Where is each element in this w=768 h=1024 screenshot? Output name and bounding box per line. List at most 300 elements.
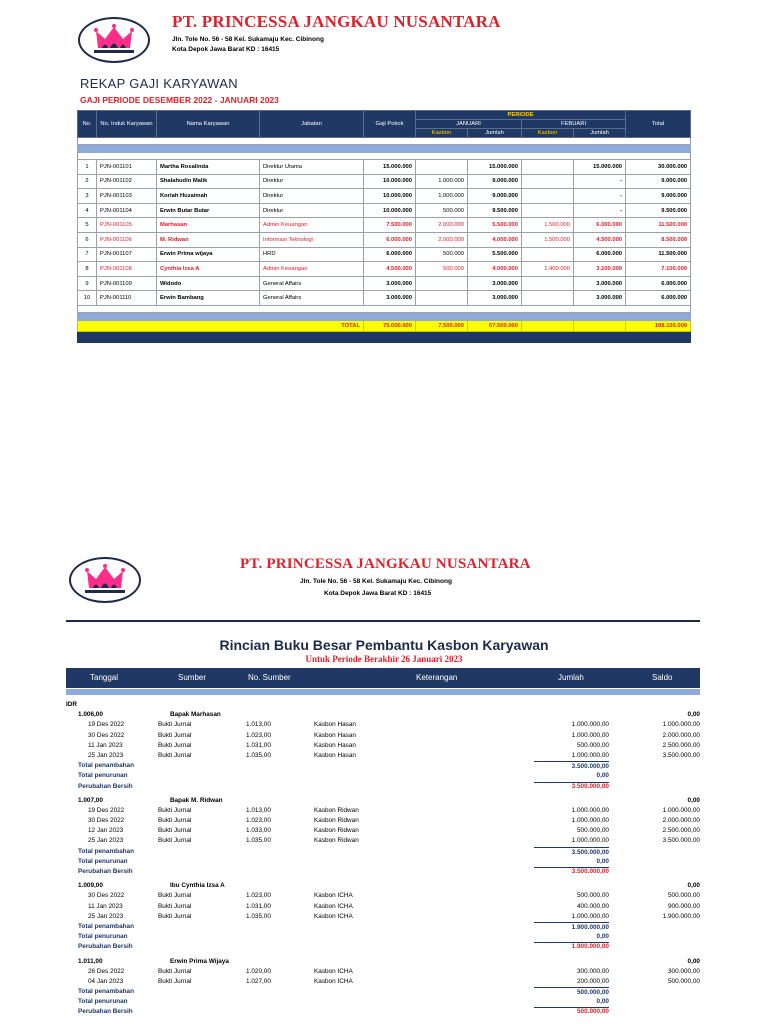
cell-jabatan: General Affairs: [260, 276, 364, 291]
entry-number: 1.013,00: [246, 806, 271, 814]
company-address-2-line-2: Kota Depok Jawa Barat KD : 16415: [324, 590, 432, 597]
entry-source: Bukti Jurnal: [158, 892, 192, 900]
rekap-title: REKAP GAJI KARYAWAN: [80, 76, 238, 91]
header-gaji-pokok: Gaji Pokok: [364, 111, 416, 138]
cell-gaji: 3.000.000: [364, 276, 416, 291]
entry-date: 11 Jan 2023: [88, 741, 123, 749]
company-logo-2: [69, 557, 141, 603]
account-header: [66, 796, 700, 806]
entry-description: Kasbon Ridwan: [314, 817, 359, 825]
cell-total: 11.500.000: [626, 218, 691, 233]
ledger-entry: [66, 836, 700, 846]
account-opening-balance: 0,00: [687, 957, 700, 965]
entry-number: 1.033,00: [246, 827, 271, 835]
entry-number: 1.023,00: [246, 817, 271, 825]
ledger-title: Rincian Buku Besar Pembantu Kasbon Karyawan: [219, 637, 549, 653]
total-jan-kasbon: 7.500.000: [416, 320, 468, 331]
col-no-sumber: No. Sumber: [248, 673, 291, 682]
total-penambahan-value: 1.900.000,00: [534, 922, 609, 933]
cell-nama: Koriah Huzaimah: [157, 189, 260, 204]
total-penurunan-value: 0,00: [534, 997, 609, 1008]
col-keterangan: Keterangan: [416, 673, 458, 682]
total-row: [78, 320, 691, 331]
entry-balance: 2.000.000,00: [662, 817, 700, 825]
cell-jan-k: [416, 291, 468, 306]
cell-feb-k: [522, 189, 574, 204]
company-address-line-2: Kota Depok Jawa Barat KD : 16415: [172, 46, 280, 53]
salary-rows: [78, 160, 691, 306]
header-feb-kasbon: Kasbon: [522, 129, 574, 138]
cell-nik: PJN-001101: [97, 160, 157, 175]
entry-source: Bukti Jurnal: [158, 977, 192, 985]
perubahan-bersih-row: [66, 942, 700, 952]
cell-jabatan: Direktur: [260, 189, 364, 204]
cell-feb-j: 3.000.000: [574, 276, 626, 291]
ledger-entry: [66, 826, 700, 836]
header-jabatan: Jabatan: [260, 111, 364, 138]
cell-nama: M. Ridwan: [157, 232, 260, 247]
ledger-subtitle: Untuk Periode Berakhir 26 Januari 2023: [305, 654, 463, 664]
cell-nik: PJN-001104: [97, 203, 157, 218]
entry-balance: 3.500.000,00: [662, 837, 700, 845]
header-januari: JANUARI: [416, 120, 522, 129]
cell-jan-j: 15.000.000: [468, 160, 522, 175]
cell-feb-j: -: [574, 203, 626, 218]
perubahan-bersih-label: Perubahan Bersih: [78, 943, 133, 951]
company-address-line-1: Jln. Tole No. 56 - 58 Kel. Sukamaju Kec. Cibinong: [172, 36, 324, 43]
entry-date: 30 Des 2022: [88, 892, 125, 900]
cell-jan-k: [416, 160, 468, 175]
header-jan-jumlah: Jumlah: [468, 129, 522, 138]
table-row: [78, 247, 691, 262]
perubahan-bersih-value: 500.000,00: [577, 1008, 609, 1016]
entry-balance: 3.500.000,00: [662, 751, 700, 759]
total-penurunan-label: Total penurunan: [78, 933, 128, 941]
entry-number: 1.035,00: [246, 751, 271, 759]
entry-amount: 500.000,00: [577, 741, 609, 749]
entry-balance: 1.900.000,00: [662, 912, 700, 920]
entry-source: Bukti Jurnal: [158, 817, 192, 825]
account-code: 1.011,00: [78, 957, 103, 965]
entry-description: Kasbon Ridwan: [314, 806, 359, 814]
account-name: Ibu Cynthia Izsa A: [170, 882, 225, 890]
cell-no: 2: [78, 174, 97, 189]
table-row: [78, 276, 691, 291]
header-jan-kasbon: Kasbon: [416, 129, 468, 138]
entry-description: Kasbon ICHA: [314, 892, 353, 900]
cell-feb-k: [522, 174, 574, 189]
account-header: [66, 881, 700, 891]
cell-feb-j: 3.000.000: [574, 291, 626, 306]
currency-row: [66, 700, 700, 710]
entry-description: Kasbon ICHA: [314, 977, 353, 985]
header-februari: FEBUARI: [522, 120, 626, 129]
perubahan-bersih-row: [66, 782, 700, 792]
cell-nama: Widodo: [157, 276, 260, 291]
entry-source: Bukti Jurnal: [158, 967, 192, 975]
total-penurunan-row: [66, 997, 700, 1007]
cell-nama: Erwin Butar Butar: [157, 203, 260, 218]
total-penambahan-row: [66, 761, 700, 771]
total-penambahan-label: Total penambahan: [78, 922, 134, 930]
cell-gaji: 4.500.000: [364, 262, 416, 277]
entry-number: 1.035,00: [246, 837, 271, 845]
total-penambahan-label: Total penambahan: [78, 762, 134, 770]
total-penambahan-row: [66, 847, 700, 857]
cell-total: 9.500.000: [626, 203, 691, 218]
cell-jan-j: 3.000.000: [468, 276, 522, 291]
cell-feb-k: [522, 160, 574, 175]
cell-nik: PJN-001107: [97, 247, 157, 262]
entry-amount: 1.000.000,00: [571, 731, 609, 739]
cell-jabatan: Direktur: [260, 174, 364, 189]
cell-nama: Erwin Prima wijaya: [157, 247, 260, 262]
company-logo: [78, 17, 150, 63]
total-penambahan-value: 3.500.000,00: [534, 761, 609, 772]
account-code: 1.007,00: [78, 796, 103, 804]
cell-nama: Cynthia Izsa A: [157, 262, 260, 277]
perubahan-bersih-label: Perubahan Bersih: [78, 782, 133, 790]
cell-jabatan: Direktur: [260, 203, 364, 218]
entry-description: Kasbon ICHA: [314, 967, 353, 975]
ledger-entry: [66, 741, 700, 751]
account-name: Bapak M. Ridwan: [170, 796, 223, 804]
cell-nama: Erwin Bambang: [157, 291, 260, 306]
cell-gaji: 3.000.000: [364, 291, 416, 306]
header-feb-jumlah: Jumlah: [574, 129, 626, 138]
entry-description: Kasbon Hasan: [314, 741, 356, 749]
entry-source: Bukti Jurnal: [158, 837, 192, 845]
col-tanggal: Tanggal: [90, 673, 119, 682]
perubahan-bersih-label: Perubahan Bersih: [78, 1008, 133, 1016]
entry-amount: 1.000.000,00: [571, 721, 609, 729]
col-jumlah: Jumlah: [558, 673, 584, 682]
cell-gaji: 15.000.000: [364, 160, 416, 175]
cell-gaji: 10.000.000: [364, 174, 416, 189]
header-no: No.: [78, 111, 97, 138]
cell-jan-k: 1.000.000: [416, 189, 468, 204]
entry-number: 1.031,00: [246, 902, 271, 910]
table-row: [78, 160, 691, 175]
table-row: [78, 174, 691, 189]
cell-jan-j: 4.000.000: [468, 262, 522, 277]
crown-logo-icon: [80, 19, 148, 61]
total-penurunan-row: [66, 932, 700, 942]
total-penambahan-label: Total penambahan: [78, 847, 134, 855]
ledger-header: [66, 668, 700, 688]
cell-feb-j: 15.000.000: [574, 160, 626, 175]
entry-source: Bukti Jurnal: [158, 912, 192, 920]
company-name-2: PT. PRINCESSA JANGKAU NUSANTARA: [240, 556, 531, 572]
cell-jabatan: HRD: [260, 247, 364, 262]
entry-source: Bukti Jurnal: [158, 751, 192, 759]
cell-jabatan: Informasi Teknologi: [260, 232, 364, 247]
entry-amount: 1.000.000,00: [571, 912, 609, 920]
rekap-period: GAJI PERIODE DESEMBER 2022 - JANUARI 2023: [80, 95, 279, 105]
cell-jan-k: 500.000: [416, 203, 468, 218]
entry-balance: 1.000.000,00: [662, 721, 700, 729]
entry-amount: 1.000.000,00: [571, 837, 609, 845]
table-row: [78, 203, 691, 218]
cell-nik: PJN-001108: [97, 262, 157, 277]
cell-nik: PJN-001105: [97, 218, 157, 233]
account-code: 1.009,00: [78, 882, 103, 890]
entry-date: 19 Des 2022: [88, 721, 125, 729]
crown-logo-icon: [71, 559, 139, 601]
entry-balance: 500.000,00: [668, 977, 700, 985]
cell-total: 11.500.000: [626, 247, 691, 262]
cell-feb-k: 1.500.000: [522, 232, 574, 247]
cell-gaji: 6.000.000: [364, 232, 416, 247]
col-saldo: Saldo: [652, 673, 673, 682]
entry-description: Kasbon Hasan: [314, 731, 356, 739]
account-header: [66, 957, 700, 967]
cell-jan-j: 5.500.000: [468, 218, 522, 233]
entry-balance: 900.000,00: [668, 902, 700, 910]
entry-source: Bukti Jurnal: [158, 721, 192, 729]
header-nama: Nama Karyawan: [157, 111, 260, 138]
cell-jabatan: General Affairs: [260, 291, 364, 306]
cell-feb-k: [522, 247, 574, 262]
cell-nik: PJN-001103: [97, 189, 157, 204]
cell-jabatan: Direktur Utama: [260, 160, 364, 175]
table-header-row-1: [78, 111, 691, 120]
cell-nik: PJN-001102: [97, 174, 157, 189]
ledger-entry: [66, 891, 700, 901]
cell-gaji: 10.000.000: [364, 189, 416, 204]
cell-total: 9.000.000: [626, 189, 691, 204]
total-penambahan-label: Total penambahan: [78, 988, 134, 996]
cell-no: 5: [78, 218, 97, 233]
table-row: [78, 218, 691, 233]
entry-number: 1.027,00: [246, 977, 271, 985]
header-nik: No. Induk Karyawan: [97, 111, 157, 138]
total-penurunan-row: [66, 857, 700, 867]
cell-feb-j: 6.000.000: [574, 247, 626, 262]
entry-description: Kasbon Hasan: [314, 721, 356, 729]
entry-amount: 500.000,00: [577, 892, 609, 900]
entry-source: Bukti Jurnal: [158, 741, 192, 749]
cell-feb-k: [522, 203, 574, 218]
cell-feb-k: 1.400.000: [522, 262, 574, 277]
entry-date: 25 Jan 2023: [88, 837, 124, 845]
perubahan-bersih-value: 3.500.000,00: [571, 782, 609, 790]
total-gaji: 75.000.000: [364, 320, 416, 331]
total-penambahan-value: 3.500.000,00: [534, 847, 609, 858]
entry-source: Bukti Jurnal: [158, 827, 192, 835]
total-penurunan-value: 0,00: [534, 857, 609, 868]
cell-feb-j: 3.100.000: [574, 262, 626, 277]
cell-gaji: 7.500.000: [364, 218, 416, 233]
entry-number: 1.020,00: [246, 967, 271, 975]
cell-no: 7: [78, 247, 97, 262]
entry-number: 1.035,00: [246, 912, 271, 920]
entry-number: 1.023,00: [246, 892, 271, 900]
total-penurunan-value: 0,00: [534, 771, 609, 782]
ledger-header-band: [66, 689, 700, 695]
cell-nama: Marhasan: [157, 218, 260, 233]
cell-feb-k: [522, 291, 574, 306]
header-total: Total: [626, 111, 691, 138]
cell-nama: Shalahudin Malik: [157, 174, 260, 189]
ledger-entry: [66, 806, 700, 816]
entry-amount: 1.000.000,00: [571, 806, 609, 814]
company-name: PT. PRINCESSA JANGKAU NUSANTARA: [172, 12, 501, 31]
cell-jan-k: 2.000.000: [416, 218, 468, 233]
cell-jan-j: 5.500.000: [468, 247, 522, 262]
table-row: [78, 232, 691, 247]
cell-total: 6.000.000: [626, 276, 691, 291]
account-opening-balance: 0,00: [687, 882, 700, 890]
total-penurunan-row: [66, 771, 700, 781]
account-opening-balance: 0,00: [687, 711, 700, 719]
entry-date: 12 Jan 2023: [88, 827, 124, 835]
perubahan-bersih-row: [66, 867, 700, 877]
cell-jan-j: 3.000.000: [468, 291, 522, 306]
cell-nama: Martha Rosalinda: [157, 160, 260, 175]
entry-date: 25 Jan 2023: [88, 912, 124, 920]
entry-date: 04 Jan 2023: [88, 977, 124, 985]
entry-description: Kasbon ICHA: [314, 902, 353, 910]
perubahan-bersih-value: 3.500.000,00: [571, 868, 609, 875]
cell-gaji: 6.000.000: [364, 247, 416, 262]
col-sumber: Sumber: [178, 673, 207, 682]
cell-feb-j: 6.000.000: [574, 218, 626, 233]
cell-no: 9: [78, 276, 97, 291]
cell-jan-k: 2.000.000: [416, 232, 468, 247]
cell-no: 1: [78, 160, 97, 175]
cell-jabatan: Admin Keuangan: [260, 262, 364, 277]
cell-feb-k: [522, 276, 574, 291]
entry-description: Kasbon Ridwan: [314, 837, 359, 845]
ledger-body: [66, 700, 700, 1022]
entry-amount: 300.000,00: [577, 967, 609, 975]
cell-jabatan: Admin Keuangan: [260, 218, 364, 233]
entry-date: 30 Des 2022: [88, 731, 125, 739]
entry-balance: 500.000,00: [668, 892, 700, 900]
account-opening-balance: 0,00: [687, 796, 700, 804]
cell-nik: PJN-001106: [97, 232, 157, 247]
ledger-entry: [66, 977, 700, 987]
cell-feb-j: -: [574, 189, 626, 204]
cell-jan-k: 1.000.000: [416, 174, 468, 189]
total-penambahan-row: [66, 987, 700, 997]
entry-amount: 400.000,00: [577, 902, 609, 910]
total-label: TOTAL: [78, 320, 364, 331]
entry-amount: 200.000,00: [577, 977, 609, 985]
table-row: [78, 291, 691, 306]
ledger-entry: [66, 720, 700, 730]
perubahan-bersih-label: Perubahan Bersih: [78, 868, 133, 875]
cell-total: 6.000.000: [626, 291, 691, 306]
cell-total: 9.000.000: [626, 174, 691, 189]
cell-no: 3: [78, 189, 97, 204]
entry-description: Kasbon Hasan: [314, 751, 356, 759]
ledger-entry: [66, 912, 700, 922]
ledger-entry: [66, 902, 700, 912]
ledger-entry: [66, 967, 700, 977]
cell-no: 4: [78, 203, 97, 218]
cell-nik: PJN-001110: [97, 291, 157, 306]
entry-amount: 500.000,00: [577, 827, 609, 835]
entry-amount: 1.000.000,00: [571, 817, 609, 825]
total-penambahan-value: 500.000,00: [534, 987, 609, 998]
cell-jan-k: 500.000: [416, 247, 468, 262]
cell-total: 7.100.000: [626, 262, 691, 277]
cell-jan-j: 9.000.000: [468, 189, 522, 204]
entry-date: 30 Des 2022: [88, 817, 125, 825]
cell-gaji: 10.000.000: [364, 203, 416, 218]
cell-jan-j: 9.000.000: [468, 174, 522, 189]
entry-number: 1.023,00: [246, 731, 271, 739]
table-row: [78, 189, 691, 204]
cell-jan-k: 500.000: [416, 262, 468, 277]
total-penambahan-row: [66, 922, 700, 932]
cell-no: 6: [78, 232, 97, 247]
account-name: Bapak Marhasan: [170, 711, 221, 719]
ledger-entry: [66, 731, 700, 741]
perubahan-bersih-value: 1.900.000,00: [571, 943, 609, 951]
cell-jan-j: 4.000.000: [468, 232, 522, 247]
entry-source: Bukti Jurnal: [158, 731, 192, 739]
entry-number: 1.031,00: [246, 741, 271, 749]
entry-date: 25 Jan 2023: [88, 751, 124, 759]
entry-description: Kasbon ICHA: [314, 912, 353, 920]
salary-table: [77, 110, 691, 343]
entry-balance: 1.000.000,00: [662, 806, 700, 814]
entry-balance: 2.000.000,00: [662, 731, 700, 739]
currency-label: IDR: [66, 701, 78, 708]
entry-balance: 2.500.000,00: [662, 741, 700, 749]
cell-jan-k: [416, 276, 468, 291]
entry-amount: 1.000.000,00: [571, 751, 609, 759]
cell-nik: PJN-001109: [97, 276, 157, 291]
entry-source: Bukti Jurnal: [158, 902, 192, 910]
account-code: 1.006,00: [78, 711, 103, 719]
perubahan-bersih-row: [66, 1007, 700, 1017]
total-penurunan-label: Total penurunan: [78, 772, 128, 780]
total-penurunan-value: 0,00: [534, 932, 609, 943]
ledger-entry: [66, 751, 700, 761]
company-address-2-line-1: Jln. Tole No. 56 - 58 Kel. Sukamaju Kec. Cibinong: [300, 578, 452, 585]
cell-feb-k: 1.500.000: [522, 218, 574, 233]
total-penurunan-label: Total penurunan: [78, 998, 128, 1006]
cell-feb-j: 4.500.000: [574, 232, 626, 247]
header-periode: PERIODE: [416, 111, 626, 120]
table-row: [78, 262, 691, 277]
cell-total: 30.000.000: [626, 160, 691, 175]
cell-total: 8.500.000: [626, 232, 691, 247]
cell-jan-j: 9.500.000: [468, 203, 522, 218]
section-divider: [66, 620, 700, 622]
entry-source: Bukti Jurnal: [158, 806, 192, 814]
cell-no: 10: [78, 291, 97, 306]
cell-no: 8: [78, 262, 97, 277]
account-header: [66, 710, 700, 720]
entry-description: Kasbon Ridwan: [314, 827, 359, 835]
total-jan-jumlah: 67.500.000: [468, 320, 522, 331]
cell-feb-j: -: [574, 174, 626, 189]
entry-number: 1.013,00: [246, 721, 271, 729]
total-penurunan-label: Total penurunan: [78, 857, 128, 865]
account-name: Erwin Prima Wijaya: [170, 957, 229, 965]
entry-date: 26 Des 2022: [88, 967, 125, 975]
total-grand: 108.100.000: [626, 320, 691, 331]
entry-date: 19 Des 2022: [88, 806, 125, 814]
entry-balance: 300.000,00: [668, 967, 700, 975]
ledger-entry: [66, 816, 700, 826]
entry-date: 11 Jan 2023: [88, 902, 123, 910]
